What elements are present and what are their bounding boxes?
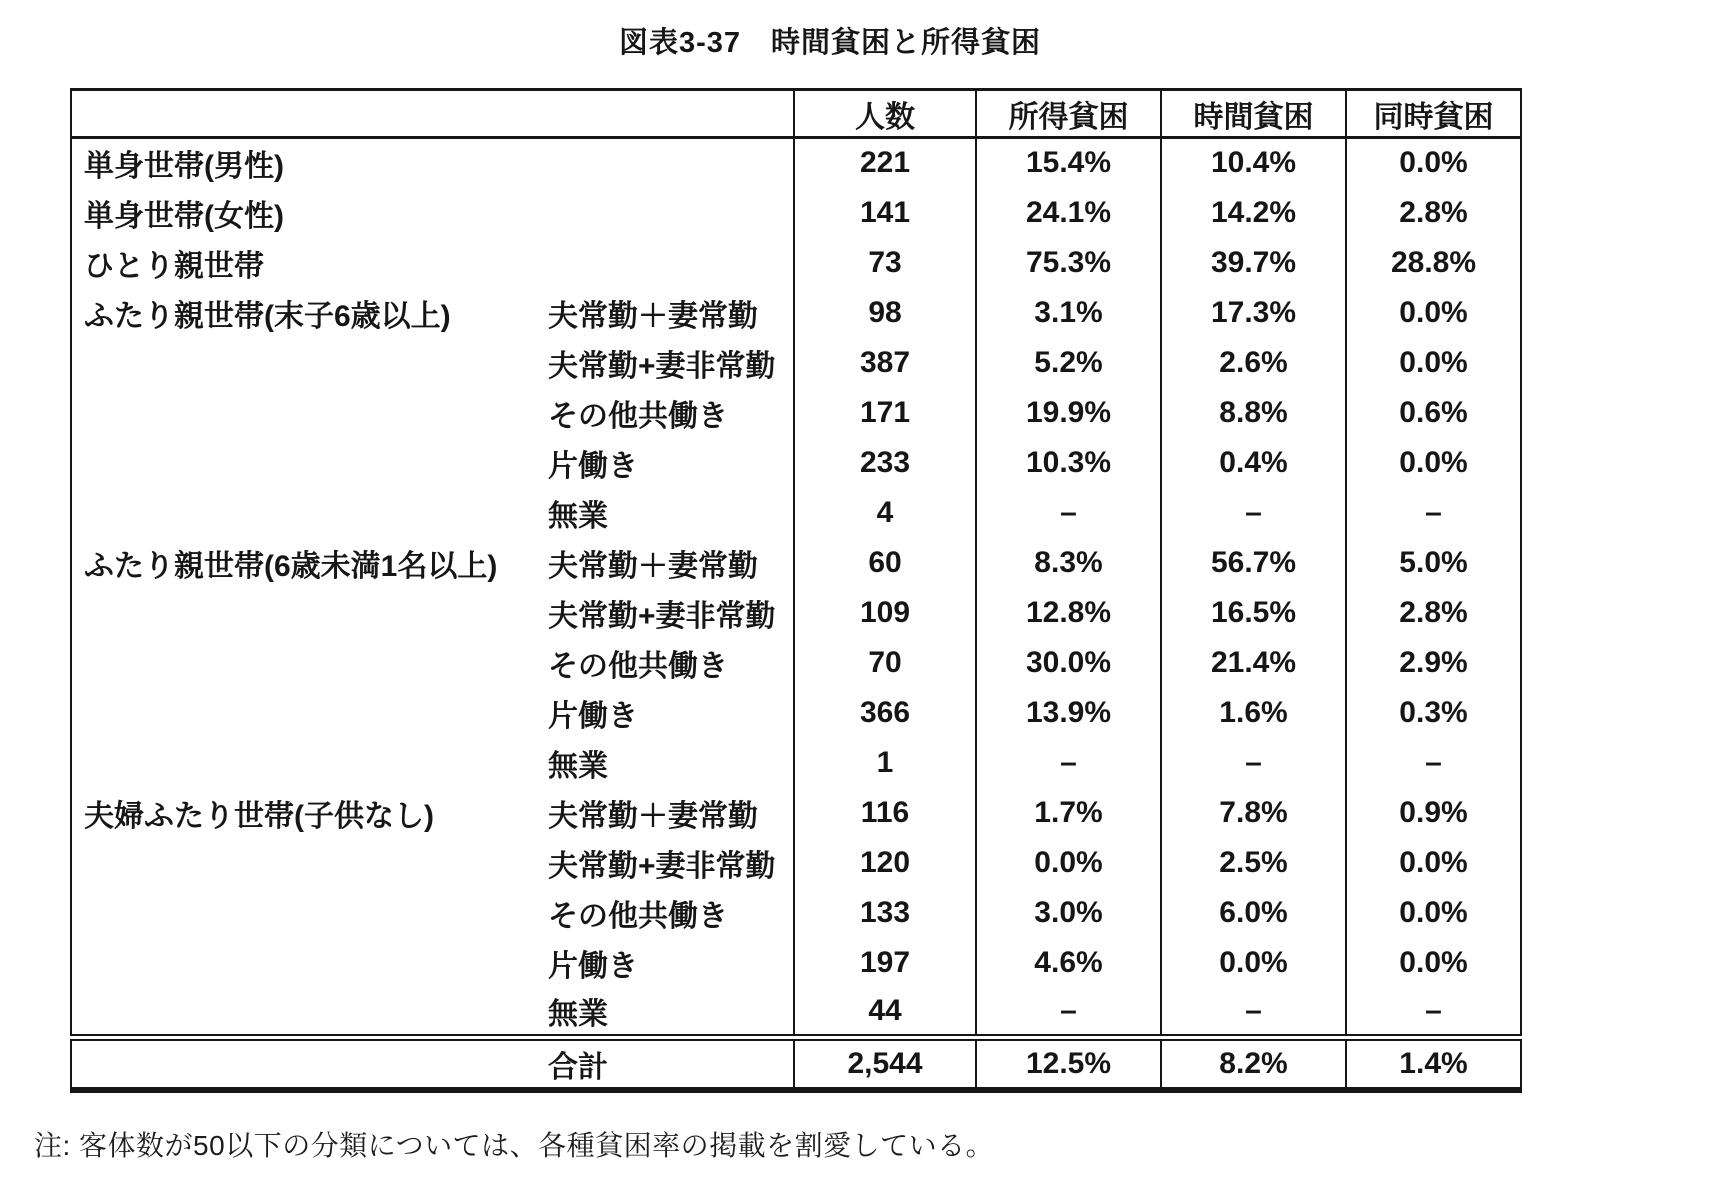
table-row [71,838,1521,888]
sub-label: 夫常勤＋妻常勤 [548,549,758,583]
column-header-income-poverty: 所得貧困 [976,90,1161,138]
table-row [71,238,1521,288]
time-poverty-value: 17.3% [1161,288,1346,338]
income-poverty-value: 3.0% [976,888,1161,938]
group-label [71,588,546,638]
table-row [71,488,1521,538]
table-row [71,688,1521,738]
count-value: 60 [794,538,976,588]
both-poverty-value: – [1346,988,1521,1038]
both-poverty-value: 2.8% [1346,588,1521,638]
income-poverty-value: 12.8% [976,588,1161,638]
count-value: 233 [794,438,976,488]
income-poverty-value: – [976,738,1161,788]
both-poverty-value: 2.9% [1346,638,1521,688]
count-value: 98 [794,288,976,338]
count-value: 171 [794,388,976,438]
income-poverty-value: 3.1% [976,288,1161,338]
sub-label: 片働き [548,449,638,483]
both-poverty-value: 0.0% [1346,138,1521,188]
group-label: 単身世帯(女性) [84,199,284,233]
income-poverty-value: 30.0% [976,638,1161,688]
sub-label: 片働き [548,949,638,983]
table-body [71,138,1521,1038]
count-value: 141 [794,188,976,238]
group-label [71,438,546,488]
table-row [71,738,1521,788]
income-poverty-value: 15.4% [976,138,1161,188]
income-poverty-value: – [976,988,1161,1038]
sub-label: その他共働き [548,399,728,433]
total-count-value: 2,544 [794,1038,976,1090]
both-poverty-value: – [1346,738,1521,788]
both-poverty-value: 0.9% [1346,788,1521,838]
group-label: ふたり親世帯(末子6歳以上) [84,299,451,333]
footnote: 注: 客体数が50以下の分類については、各種貧困率の掲載を割愛している。 [34,1130,995,1161]
both-poverty-value: 0.0% [1346,888,1521,938]
group-label: 単身世帯(男性) [84,150,284,184]
column-header-time-poverty: 時間貧困 [1161,90,1346,138]
group-label [71,938,546,988]
both-poverty-value: 0.0% [1346,938,1521,988]
time-poverty-value: 2.5% [1161,838,1346,888]
table-row [71,988,1521,1038]
income-poverty-value: 1.7% [976,788,1161,838]
both-poverty-value: 2.8% [1346,188,1521,238]
both-poverty-value: 28.8% [1346,238,1521,288]
table-row [71,438,1521,488]
group-label: 夫婦ふたり世帯(子供なし) [84,799,434,833]
header-row [71,90,1521,138]
count-value: 70 [794,638,976,688]
income-poverty-value: 75.3% [976,238,1161,288]
time-poverty-value: 8.8% [1161,388,1346,438]
both-poverty-value: 0.6% [1346,388,1521,438]
both-poverty-value: 0.3% [1346,688,1521,738]
time-poverty-value: 21.4% [1161,638,1346,688]
total-time-poverty-value: 8.2% [1161,1038,1346,1090]
page-title: 図表3-37 時間貧困と所得貧困 [618,27,1042,59]
count-value: 133 [794,888,976,938]
count-value: 221 [794,138,976,188]
income-poverty-value: 19.9% [976,388,1161,438]
sub-label [546,238,794,288]
sub-label: 夫常勤+妻非常勤 [548,599,776,633]
income-poverty-value: 13.9% [976,688,1161,738]
table-row [71,888,1521,938]
both-poverty-value: 0.0% [1346,438,1521,488]
income-poverty-value: 10.3% [976,438,1161,488]
both-poverty-value: – [1346,488,1521,538]
group-label [71,988,546,1038]
both-poverty-value: 5.0% [1346,538,1521,588]
count-value: 120 [794,838,976,888]
column-header-count: 人数 [794,90,976,138]
sub-label: 無業 [548,749,608,783]
time-poverty-value: – [1161,738,1346,788]
both-poverty-value: 0.0% [1346,838,1521,888]
table-row [71,638,1521,688]
group-label [71,388,546,438]
sub-label [546,138,794,188]
income-poverty-value: 8.3% [976,538,1161,588]
income-poverty-value: 5.2% [976,338,1161,388]
table-row [71,138,1521,188]
count-value: 73 [794,238,976,288]
sub-label [546,188,794,238]
group-label: ひとり親世帯 [84,249,264,283]
table-row [71,338,1521,388]
table-row [71,288,1521,338]
time-poverty-value: – [1161,988,1346,1038]
sub-label: 夫常勤＋妻常勤 [548,299,758,333]
column-header-both-poverty: 同時貧困 [1346,90,1521,138]
total-spacer-cell [71,1038,546,1090]
group-label [71,688,546,738]
group-label [71,738,546,788]
income-poverty-value: 4.6% [976,938,1161,988]
group-label [71,488,546,538]
table-row [71,388,1521,438]
income-poverty-value: – [976,488,1161,538]
count-value: 116 [794,788,976,838]
total-both-poverty-value: 1.4% [1346,1038,1521,1090]
total-income-poverty-value: 12.5% [976,1038,1161,1090]
sub-label: その他共働き [548,649,728,683]
time-poverty-value: 0.4% [1161,438,1346,488]
time-poverty-value: 6.0% [1161,888,1346,938]
table-row [71,938,1521,988]
time-poverty-value: 14.2% [1161,188,1346,238]
count-value: 109 [794,588,976,638]
income-poverty-value: 0.0% [976,838,1161,888]
time-poverty-value: – [1161,488,1346,538]
group-label [71,888,546,938]
count-value: 366 [794,688,976,738]
count-value: 387 [794,338,976,388]
sub-label: 無業 [548,499,608,533]
total-row [71,1038,1521,1090]
table-row [71,538,1521,588]
group-label [71,838,546,888]
count-value: 4 [794,488,976,538]
sub-label: 夫常勤+妻非常勤 [548,349,776,383]
corner-cell [71,90,794,138]
time-poverty-value: 39.7% [1161,238,1346,288]
table-row [71,788,1521,838]
poverty-table [70,88,1522,1093]
table-row [71,188,1521,238]
count-value: 44 [794,988,976,1038]
income-poverty-value: 24.1% [976,188,1161,238]
count-value: 197 [794,938,976,988]
time-poverty-value: 0.0% [1161,938,1346,988]
sub-label: 夫常勤+妻非常勤 [548,849,776,883]
group-label [71,338,546,388]
sub-label: その他共働き [548,899,728,933]
group-label: ふたり親世帯(6歳未満1名以上) [84,549,498,583]
total-label: 合計 [546,1038,794,1090]
time-poverty-value: 10.4% [1161,138,1346,188]
sub-label: 無業 [548,997,608,1031]
table-row [71,588,1521,638]
poverty-table-container [70,88,1520,1093]
time-poverty-value: 7.8% [1161,788,1346,838]
count-value: 1 [794,738,976,788]
time-poverty-value: 1.6% [1161,688,1346,738]
both-poverty-value: 0.0% [1346,288,1521,338]
sub-label: 片働き [548,699,638,733]
sub-label: 夫常勤＋妻常勤 [548,799,758,833]
both-poverty-value: 0.0% [1346,338,1521,388]
time-poverty-value: 16.5% [1161,588,1346,638]
time-poverty-value: 56.7% [1161,538,1346,588]
time-poverty-value: 2.6% [1161,338,1346,388]
group-label [71,638,546,688]
